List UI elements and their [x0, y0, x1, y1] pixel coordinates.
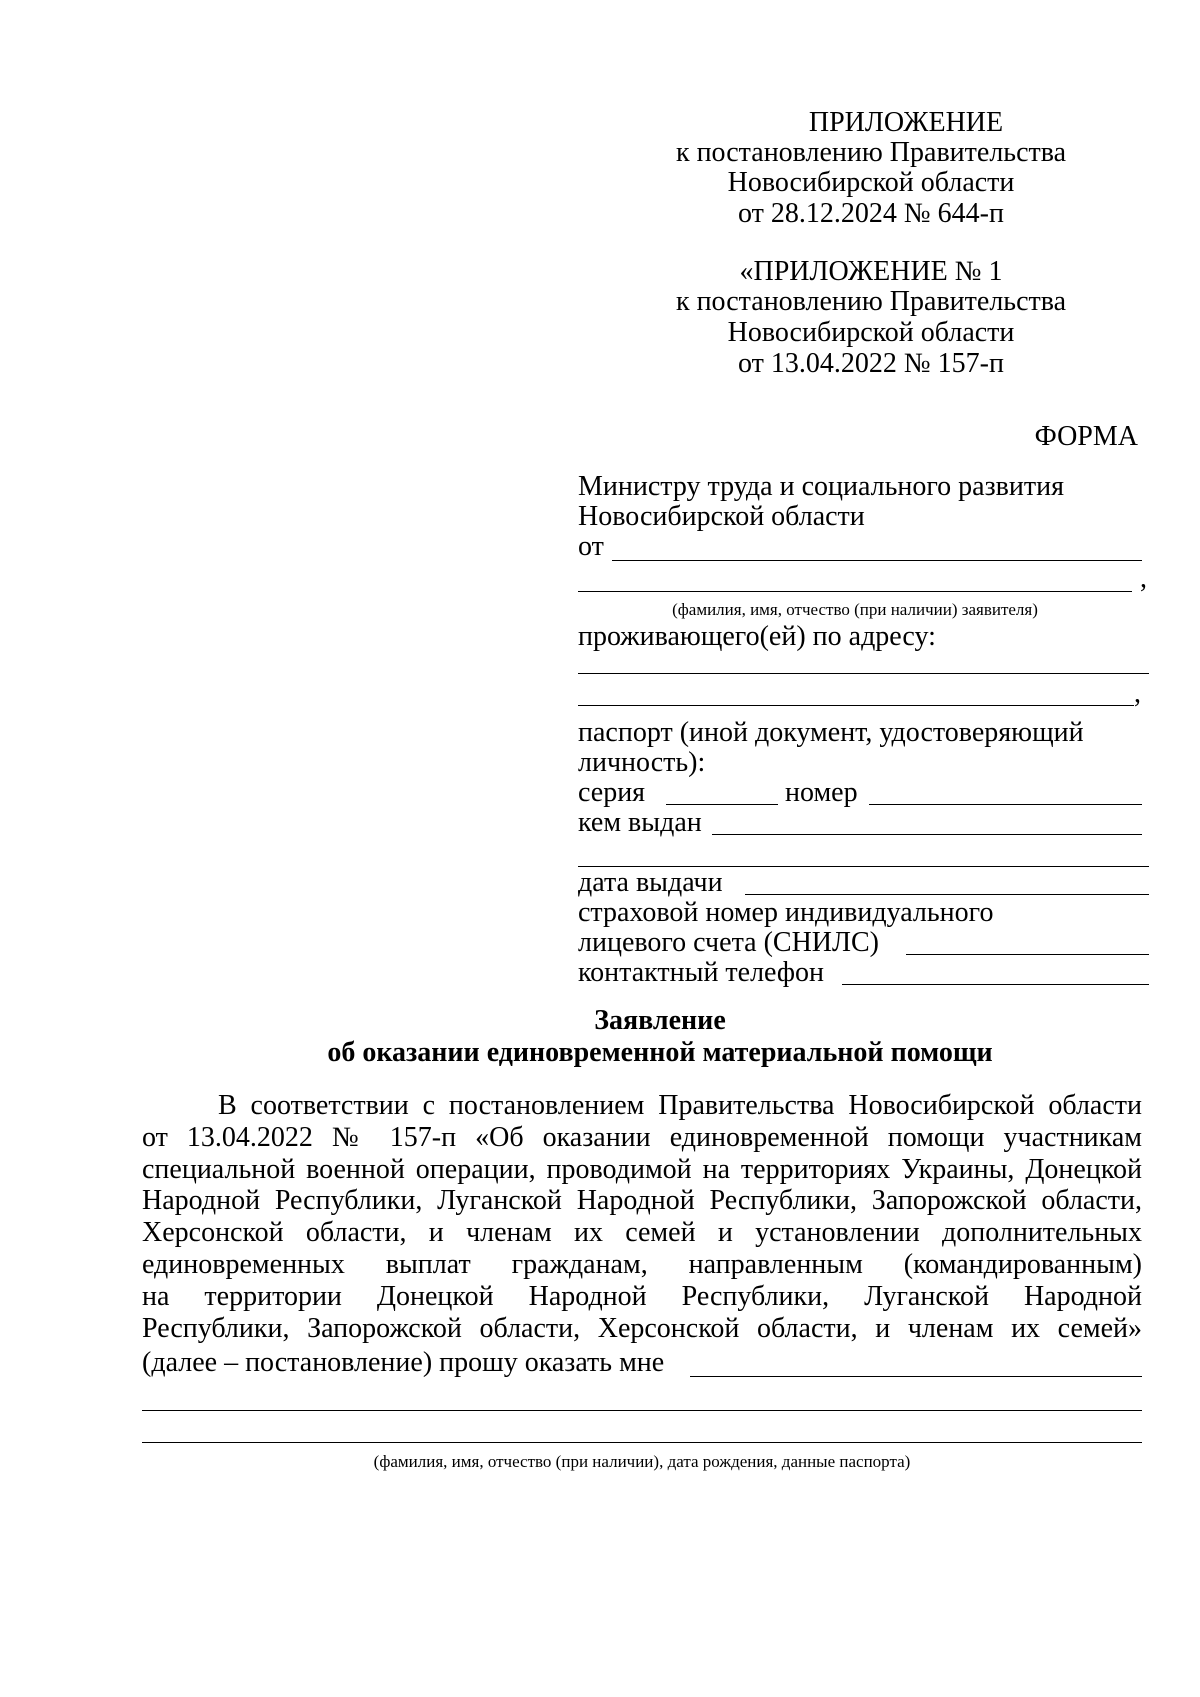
- recipient-field-3[interactable]: [142, 1442, 1142, 1443]
- comma-1: ,: [1140, 563, 1147, 594]
- series-field[interactable]: [666, 804, 778, 805]
- recipient-field-2[interactable]: [142, 1410, 1142, 1411]
- address-label: проживающего(ей) по адресу:: [578, 621, 936, 652]
- address-field-2[interactable]: [578, 705, 1134, 706]
- appendix-title: ПРИЛОЖЕНИЕ: [808, 107, 1004, 138]
- applicant-name-field-2[interactable]: [578, 591, 1132, 592]
- issue-date-label: дата выдачи: [578, 867, 723, 898]
- recipient-hint: (фамилия, имя, отчество (при наличии), дата рождения, данные паспорта): [373, 1452, 911, 1471]
- appendix-line-4: от 28.12.2024 № 644-п: [738, 198, 1004, 229]
- appendix-line-2: к постановлению Правительства: [675, 137, 1067, 168]
- issue-date-field[interactable]: [745, 894, 1149, 895]
- body-line-5: Херсонской области, и членам их семей и установлении дополнительных: [142, 1217, 1142, 1249]
- issued-by-field[interactable]: [712, 834, 1142, 835]
- addressee-line-2: Новосибирской области: [578, 501, 865, 532]
- passport-line-2: личность):: [578, 747, 706, 778]
- phone-field[interactable]: [842, 984, 1149, 985]
- body-line-1: В соответствии с постановлением Правительства Новосибирской области: [218, 1090, 1142, 1121]
- addressee-line-1: Министру труда и социального развития: [578, 471, 1064, 502]
- form-label: ФОРМА: [1034, 421, 1138, 452]
- body-line-4: Народной Республики, Луганской Народной Республики, Запорожской области,: [142, 1185, 1142, 1217]
- body-line-6: единовременных выплат гражданам, направленным (командированным): [142, 1248, 1142, 1280]
- snils-label: лицевого счета (СНИЛС): [578, 927, 879, 958]
- applicant-name-field[interactable]: [612, 560, 1142, 561]
- appendix1-line-3: Новосибирской области: [727, 317, 1015, 348]
- appendix1-line-4: от 13.04.2022 № 157-п: [738, 348, 1004, 379]
- number-label: номер: [785, 777, 858, 808]
- comma-2: ,: [1134, 678, 1141, 709]
- passport-line-1: паспорт (иной документ, удостоверяющий: [578, 717, 1084, 748]
- address-field-1[interactable]: [578, 673, 1149, 674]
- body-line-8: Республики, Запорожской области, Херсонской области, и членам их семей»: [142, 1312, 1142, 1344]
- issued-by-label: кем выдан: [578, 807, 702, 838]
- body-last-line: (далее – постановление) прошу оказать мне: [142, 1347, 665, 1378]
- snils-line-1: страховой номер индивидуального: [578, 897, 994, 928]
- body-line-7: на территории Донецкой Народной Республики, Луганской Народной: [142, 1280, 1142, 1312]
- body-line-2: от 13.04.2022 № 157-п «Об оказании единовременной помощи участникам: [142, 1121, 1142, 1153]
- statement-body: [142, 1090, 1142, 1344]
- number-field[interactable]: [869, 804, 1142, 805]
- statement-title: Заявление: [594, 1005, 726, 1036]
- appendix1-line-2: к постановлению Правительства: [675, 286, 1067, 317]
- phone-label: контактный телефон: [578, 957, 824, 988]
- statement-subtitle: об оказании единовременной материальной помощи: [327, 1037, 993, 1068]
- snils-field[interactable]: [906, 954, 1149, 955]
- from-label: от: [578, 531, 604, 562]
- applicant-name-hint: (фамилия, имя, отчество (при наличии) заявителя): [672, 600, 1038, 619]
- appendix1-title: «ПРИЛОЖЕНИЕ № 1: [739, 256, 1003, 287]
- series-label: серия: [578, 777, 646, 808]
- appendix-line-3: Новосибирской области: [727, 167, 1015, 198]
- recipient-field-1[interactable]: [690, 1376, 1142, 1377]
- body-line-3: специальной военной операции, проводимой на территориях Украины, Донецкой: [142, 1153, 1142, 1185]
